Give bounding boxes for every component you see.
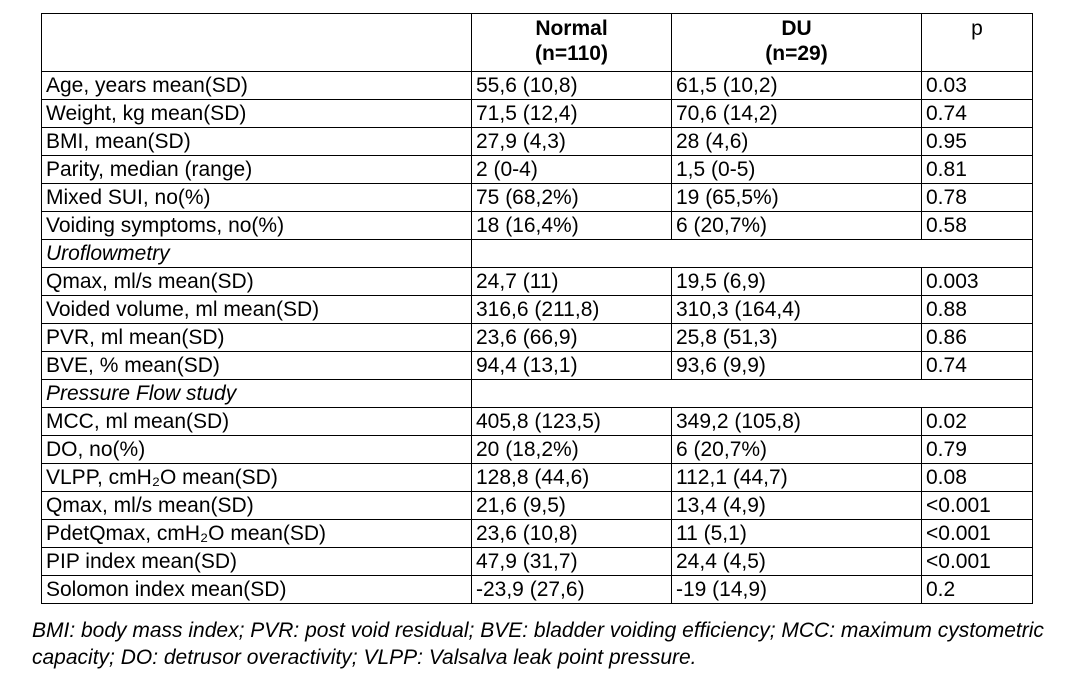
header-normal — [472, 14, 672, 72]
p-value: 0.08 — [922, 464, 1033, 492]
normal-value: 47,9 (31,7) — [472, 548, 672, 576]
du-value: 24,4 (4,5) — [672, 548, 922, 576]
du-value: 13,4 (4,9) — [672, 492, 922, 520]
du-value: 61,5 (10,2) — [672, 72, 922, 100]
normal-value: 75 (68,2%) — [472, 184, 672, 212]
normal-value: 27,9 (4,3) — [472, 128, 672, 156]
section-pressure-flow — [42, 380, 1033, 408]
p-value: 0.78 — [922, 184, 1033, 212]
table-row — [42, 100, 1033, 128]
table-footnote: BMI: body mass index; PVR: post void residual; BVE: bladder voiding efficiency; MCC: maximum cystometric capacity; DO: detrusor overactivity; VLPP: Valsalva leak point pressure. — [32, 619, 1044, 669]
du-value: 11 (5,1) — [672, 520, 922, 548]
header-du-n: (n=29) — [765, 42, 828, 65]
header-du-label: DU — [781, 17, 812, 40]
row-label: Age, years mean(SD) — [42, 72, 472, 100]
du-value: 349,2 (105,8) — [672, 408, 922, 436]
table-row — [42, 352, 1033, 380]
du-value: 112,1 (44,7) — [672, 464, 922, 492]
du-value: 28 (4,6) — [672, 128, 922, 156]
normal-value: 23,6 (66,9) — [472, 324, 672, 352]
section-heading: Uroflowmetry — [42, 240, 472, 268]
du-value: -19 (14,9) — [672, 576, 922, 604]
p-value: 0.79 — [922, 436, 1033, 464]
du-value: 6 (20,7%) — [672, 436, 922, 464]
du-value: 70,6 (14,2) — [672, 100, 922, 128]
header-normal-label: Normal — [535, 17, 608, 40]
table-row — [42, 464, 1033, 492]
table-row — [42, 576, 1033, 604]
table-row — [42, 268, 1033, 296]
table-row — [42, 408, 1033, 436]
table-row — [42, 128, 1033, 156]
normal-value: 55,6 (10,8) — [472, 72, 672, 100]
normal-value: 71,5 (12,4) — [472, 100, 672, 128]
normal-value: 2 (0-4) — [472, 156, 672, 184]
row-label: Weight, kg mean(SD) — [42, 100, 472, 128]
row-label: BMI, mean(SD) — [42, 128, 472, 156]
table-row — [42, 156, 1033, 184]
row-label: MCC, ml mean(SD) — [42, 408, 472, 436]
p-value: 0.2 — [922, 576, 1033, 604]
row-label: Solomon index mean(SD) — [42, 576, 472, 604]
p-value: <0.001 — [922, 492, 1033, 520]
section-blank — [472, 380, 1033, 408]
normal-value: 128,8 (44,6) — [472, 464, 672, 492]
p-value: 0.81 — [922, 156, 1033, 184]
table-row — [42, 492, 1033, 520]
du-value: 19,5 (6,9) — [672, 268, 922, 296]
normal-value: 21,6 (9,5) — [472, 492, 672, 520]
header-du — [672, 14, 922, 72]
p-value: 0.95 — [922, 128, 1033, 156]
row-label: VLPP, cmH₂O mean(SD) — [42, 464, 472, 492]
p-value: 0.86 — [922, 324, 1033, 352]
p-value: 0.003 — [922, 268, 1033, 296]
row-label: PVR, ml mean(SD) — [42, 324, 472, 352]
row-label: Mixed SUI, no(%) — [42, 184, 472, 212]
row-label: Parity, median (range) — [42, 156, 472, 184]
normal-value: -23,9 (27,6) — [472, 576, 672, 604]
p-value: 0.88 — [922, 296, 1033, 324]
table-row — [42, 436, 1033, 464]
p-value: <0.001 — [922, 520, 1033, 548]
table-row — [42, 324, 1033, 352]
table-row — [42, 548, 1033, 576]
header-normal-n: (n=110) — [535, 42, 608, 65]
p-value: 0.58 — [922, 212, 1033, 240]
row-label: PIP index mean(SD) — [42, 548, 472, 576]
du-value: 93,6 (9,9) — [672, 352, 922, 380]
du-value: 310,3 (164,4) — [672, 296, 922, 324]
p-value: 0.02 — [922, 408, 1033, 436]
row-label: BVE, % mean(SD) — [42, 352, 472, 380]
table-row — [42, 72, 1033, 100]
p-value: 0.74 — [922, 100, 1033, 128]
table-header-row — [42, 14, 1033, 72]
table-row — [42, 212, 1033, 240]
section-uroflowmetry — [42, 240, 1033, 268]
section-heading: Pressure Flow study — [42, 380, 472, 408]
results-table — [41, 13, 1033, 604]
normal-value: 18 (16,4%) — [472, 212, 672, 240]
table-row — [42, 296, 1033, 324]
row-label: Voided volume, ml mean(SD) — [42, 296, 472, 324]
table-row — [42, 520, 1033, 548]
normal-value: 94,4 (13,1) — [472, 352, 672, 380]
p-value: 0.03 — [922, 72, 1033, 100]
table-body — [42, 72, 1033, 604]
du-value: 1,5 (0-5) — [672, 156, 922, 184]
normal-value: 20 (18,2%) — [472, 436, 672, 464]
section-blank — [472, 240, 1033, 268]
row-label: DO, no(%) — [42, 436, 472, 464]
p-value: <0.001 — [922, 548, 1033, 576]
du-value: 19 (65,5%) — [672, 184, 922, 212]
header-empty-cell — [42, 14, 472, 72]
normal-value: 23,6 (10,8) — [472, 520, 672, 548]
p-value: 0.74 — [922, 352, 1033, 380]
du-value: 6 (20,7%) — [672, 212, 922, 240]
row-label: Voiding symptoms, no(%) — [42, 212, 472, 240]
row-label: Qmax, ml/s mean(SD) — [42, 492, 472, 520]
normal-value: 316,6 (211,8) — [472, 296, 672, 324]
normal-value: 405,8 (123,5) — [472, 408, 672, 436]
row-label: Qmax, ml/s mean(SD) — [42, 268, 472, 296]
normal-value: 24,7 (11) — [472, 268, 672, 296]
header-p: p — [922, 14, 1033, 72]
du-value: 25,8 (51,3) — [672, 324, 922, 352]
row-label: PdetQmax, cmH₂O mean(SD) — [42, 520, 472, 548]
table-row — [42, 184, 1033, 212]
